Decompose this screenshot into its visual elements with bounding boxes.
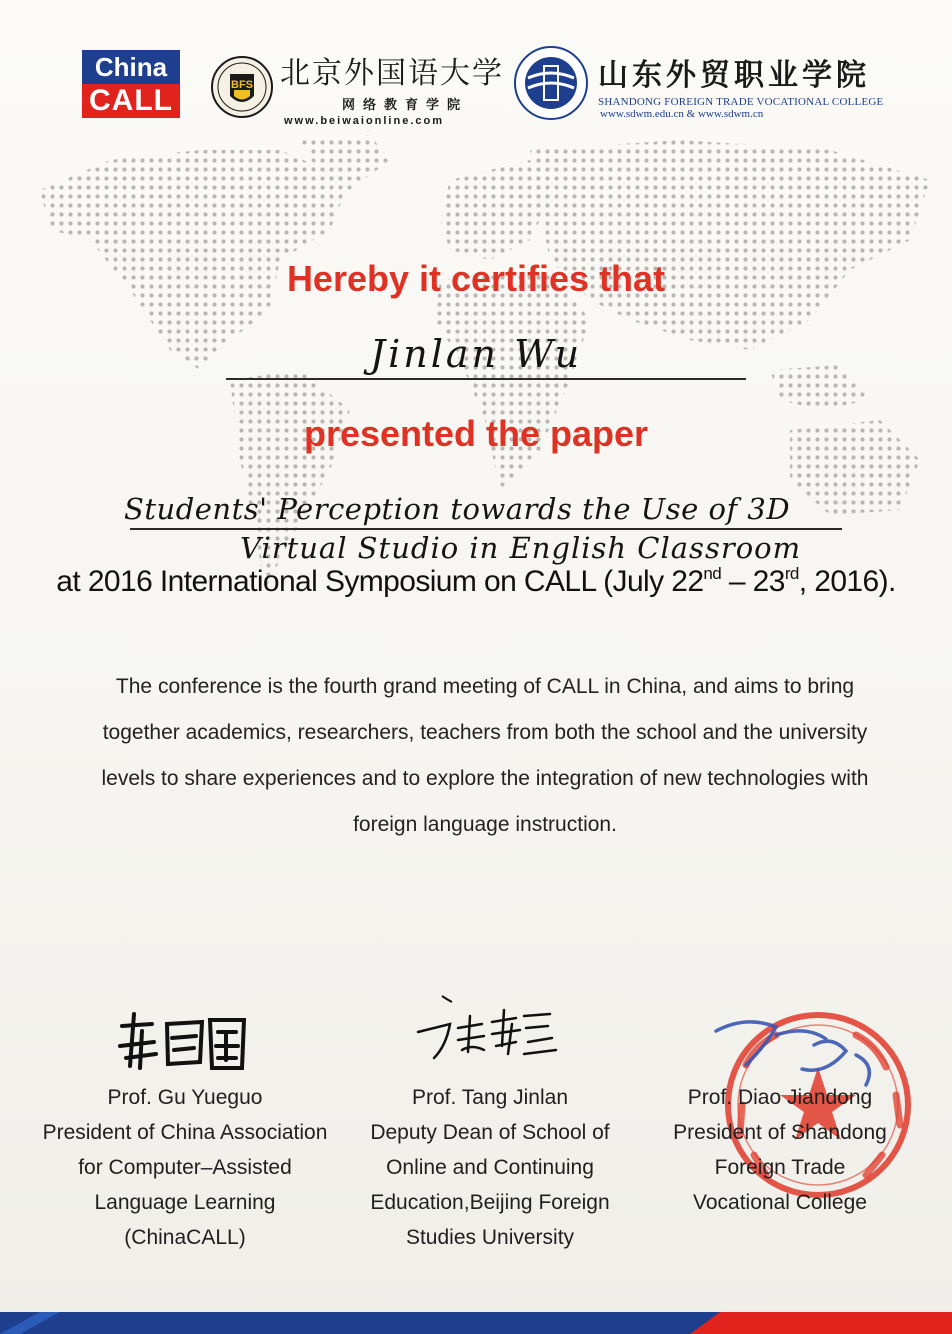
sdftvc-wordmark bbox=[598, 50, 918, 120]
bottom-decorative-band bbox=[0, 1308, 952, 1334]
sdftvc-name-cn: 山东外贸职业学院 bbox=[598, 58, 870, 93]
signatory-3-title-line1: President of Shandong bbox=[673, 1121, 887, 1144]
sdftvc-urls: www.sdwm.edu.cn & www.sdwm.cn bbox=[600, 108, 764, 120]
signatory-3-title-line2: Foreign Trade bbox=[714, 1156, 846, 1179]
event-sup-nd: nd bbox=[703, 564, 722, 583]
signatory-1-title-line3: Language Learning bbox=[94, 1191, 276, 1214]
conference-description: The conference is the fourth grand meeting of CALL in China, and aims to bring together academics, researchers, teachers from both the school and the university levels to share experiences and to explore the integration of new technologies with foreign language instruction. bbox=[101, 675, 869, 836]
event-suffix: , 2016). bbox=[798, 565, 896, 598]
signatory-1-title-line4: (ChinaCALL) bbox=[124, 1226, 246, 1249]
chinacall-logo-line1: China bbox=[82, 50, 180, 84]
signature-gu-yueguo bbox=[112, 1006, 252, 1076]
bfsu-emblem bbox=[210, 50, 274, 124]
event-line bbox=[0, 565, 952, 599]
paper-title-line2: Virtual Studio in English Classroom bbox=[240, 531, 802, 565]
signatory-1 bbox=[35, 1080, 335, 1255]
recipient-name: Jinlan Wu bbox=[369, 332, 583, 376]
paper-title-line1: Students' Perception towards the Use of 3D bbox=[124, 492, 791, 526]
sdftvc-emblem bbox=[512, 44, 590, 122]
bfsu-wordmark bbox=[280, 48, 504, 127]
chinacall-logo bbox=[82, 50, 180, 118]
event-sup-rd: rd bbox=[784, 564, 799, 583]
signatory-3-name: Prof. Diao Jiandong bbox=[687, 1086, 873, 1109]
signatory-1-title-line1: President of China Association bbox=[42, 1121, 328, 1144]
signature-tang-jinlan bbox=[412, 988, 562, 1068]
presented-heading: presented the paper bbox=[303, 413, 649, 454]
bfsu-school-cn: 网络教育学院 bbox=[342, 97, 469, 112]
bfsu-name-cn: 北京外国语大学 bbox=[280, 56, 504, 91]
certificate-heading: Hereby it certifies that bbox=[286, 258, 666, 299]
event-prefix: at 2016 International Symposium on CALL (July 22 bbox=[56, 565, 704, 598]
event-mid: – 23 bbox=[721, 565, 785, 598]
signature-gu-yueguo-strokes bbox=[112, 1006, 252, 1076]
signatory-2 bbox=[340, 1080, 640, 1255]
signatory-1-name: Prof. Gu Yueguo bbox=[107, 1086, 263, 1109]
signature-tang-jinlan-strokes bbox=[412, 988, 562, 1068]
signatory-2-title-line1: Deputy Dean of School of bbox=[370, 1121, 610, 1144]
signatory-1-title-line2: for Computer–Assisted bbox=[78, 1156, 292, 1179]
recipient-underline bbox=[226, 378, 746, 380]
sdftvc-name-en: SHANDONG FOREIGN TRADE VOCATIONAL COLLEGE bbox=[598, 96, 884, 108]
signatory-2-title-line3: Education,Beijing Foreign bbox=[370, 1191, 610, 1214]
chinacall-logo-line2: CALL bbox=[82, 84, 180, 118]
signatory-3-title-line3: Vocational College bbox=[693, 1191, 867, 1214]
signatory-3 bbox=[630, 1080, 930, 1220]
bfsu-url: www.beiwaionline.com bbox=[284, 115, 445, 127]
bfsu-emblem-badge: BFS bbox=[231, 79, 253, 91]
paper-title-underline bbox=[130, 528, 842, 530]
signatory-2-title-line2: Online and Continuing bbox=[386, 1156, 594, 1179]
signatory-2-title-line4: Studies University bbox=[405, 1226, 575, 1249]
signatory-2-name: Prof. Tang Jinlan bbox=[411, 1086, 569, 1109]
